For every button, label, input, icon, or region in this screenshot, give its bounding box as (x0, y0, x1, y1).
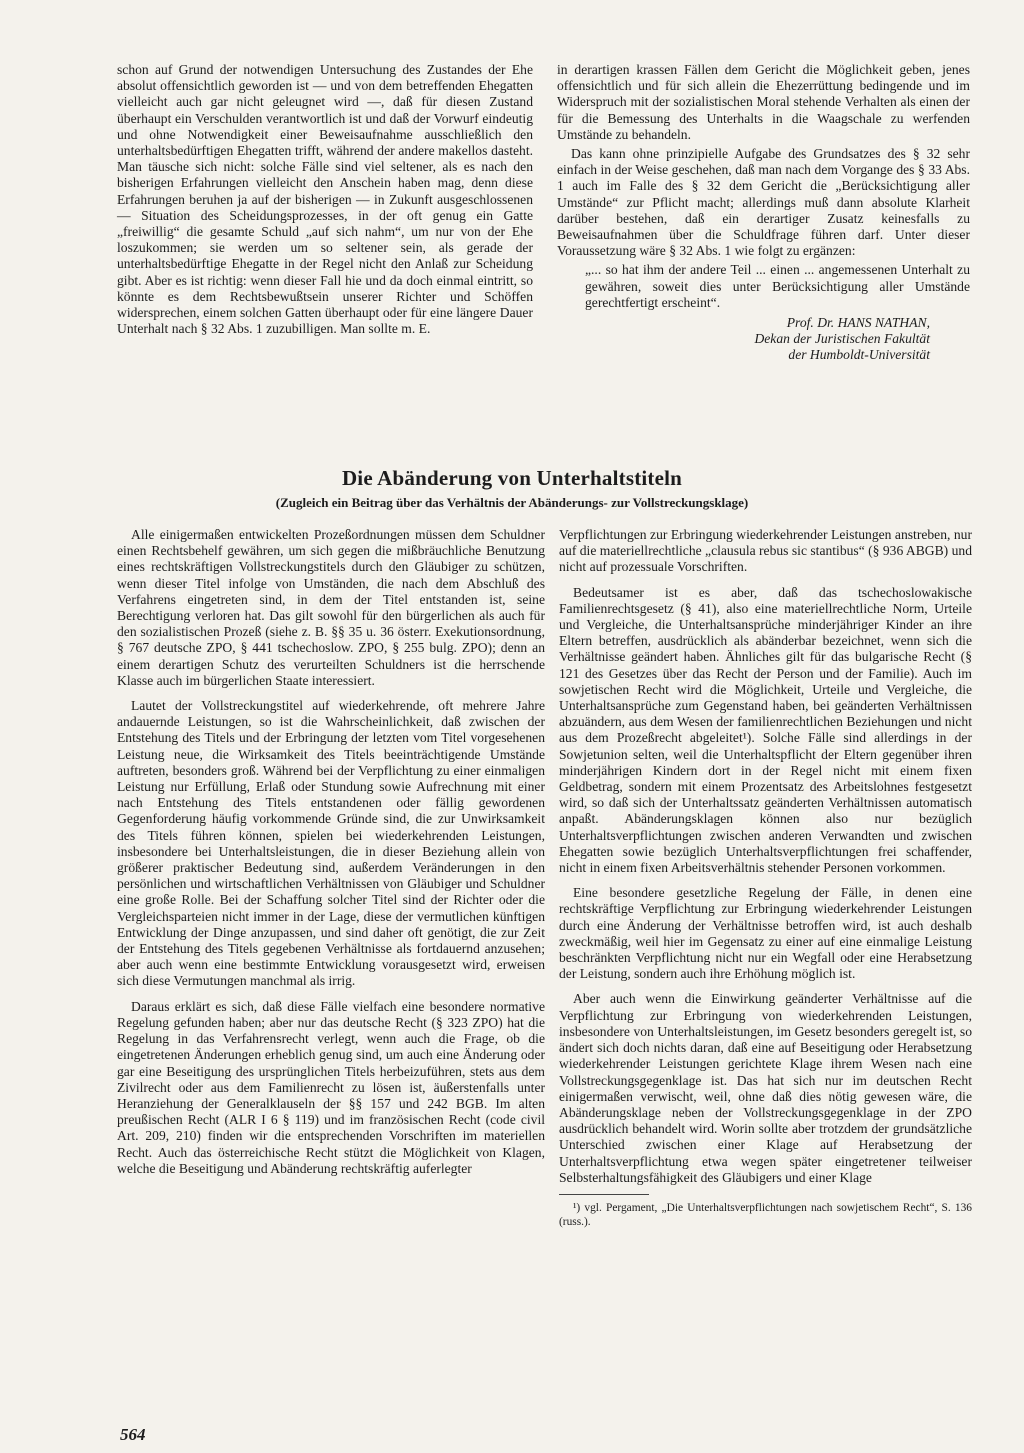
continued-paragraph: schon auf Grund der notwendigen Untersuchung des Zustandes der Ehe absolut offensichtlich geworden ist — und von dem betreffenden Ehegatten vielleicht auch gar nicht geleugnet wird —, daß für diesen Zustand überhaupt ein Verschulden verantwortlich ist und daß der Vorwurf eindeutig und ohne Notwendigkeit einer Beweisaufnahme ausschließlich den unterhaltsbedürftigen Ehegatten trifft, während der andere makellos dasteht. Man täusche sich nicht: solche Fälle sind viel seltener, als es nach den bisherigen Erfahrungen vielleicht den Anschein haben mag, denn diese Erfahrungen beruhen ja auf der bisherigen — in Zukunft ausgeschlossenen — Situation des Scheidungsprozesses, in der oft genug ein Gatte „freiwillig“ die gesamte Schuld „auf sich nahm“, um nur von der Ehe loszukommen; sie werden um so seltener sein, als gerade der unterhaltsbedürftige Ehegatte in der Regel nicht den Anlaß zur Scheidung gibt. Aber es ist richtig: wenn dieser Fall hie und da doch einmal eintritt, so könnte es dem Rechtsbewußtsein unserer Richter und Schöffen widersprechen, einem solchen Gatten überhaupt oder für eine längere Dauer Unterhalt nach § 32 Abs. 1 zuzubilligen. Man sollte m. E. (117, 62, 533, 337)
article-paragraph: Alle einigermaßen entwickelten Prozeßordnungen müssen dem Schuldner einen Rechtsbehelf gewähren, um sich gegen die mißbräuchliche Benutzung eines rechtskräftigen Vollstreckungstitels durch den Gläubiger zu schützen, wenn dieser Titel infolge von Umständen, die nach dem Abschluß des Verfahrens eingetreten sind, in dem der Titel entstanden ist, seine Berechtigung verloren hat. Das gilt sowohl für den bürgerlichen als auch für den sozialistischen Prozeß (siehe z. B. §§ 35 u. 36 österr. Exekutionsordnung, § 767 deutsche ZPO, § 441 tschechoslow. ZPO, § 255 bulg. ZPO); denn an einem derartigen Schutz des verurteilten Schuldners ist die herrschende Klasse auch im bürgerlichen Staate interessiert. (117, 527, 545, 688)
article-subtitle: (Zugleich ein Beitrag über das Verhältnis der Abänderungs- zur Vollstreckungsklage) (275, 495, 749, 510)
article-paragraph: Verpflichtungen zur Erbringung wiederkehrender Leistungen anstreben, nur auf die materiellrechtliche „clausula rebus sic stantibus“ (§ 936 ABGB) und nicht auf prozessuale Vorschriften. (559, 527, 972, 575)
law-amendment-quote: „... so hat ihm der andere Teil ... einen ... angemessenen Unterhalt zu gewähren, soweit dies unter Berücksichtigung aller Umstände gerechtfertigt erscheint“. (585, 262, 970, 310)
author-role: Dekan der Juristischen Fakultät (754, 331, 930, 347)
proposal-paragraph: Das kann ohne prinzipielle Aufgabe des Grundsatzes des § 32 sehr einfach in der Weise geschehen, daß man nach dem Vorgange des § 33 Abs. 1 auch im Falle des § 32 dem Gericht die „Berücksichtigung aller Umstände“ zur Pflicht macht; allerdings muß dann absolute Klarheit darüber bestehen, daß ein derartiger Zusatz keinesfalls zu Beweisaufnahmen über die Schuldfrage führen darf. Unter dieser Voraussetzung wäre § 32 Abs. 1 wie folgt zu ergänzen: (557, 146, 970, 259)
author-institution: der Humboldt-Universität (788, 347, 930, 363)
article-paragraph: Lautet der Vollstreckungstitel auf wiederkehrende, oft mehrere Jahre andauernde Leistungen, so ist die Wahrscheinlichkeit, daß zwischen der Entstehung des Titels und der Erbringung der letzten vom Titel vorgesehenen Leistung neue, die Wirksamkeit des Titels beeinträchtigende Umstände auftreten, besonders groß. Während bei der Verpflichtung zu einer einmaligen Leistung nur Erfüllung, Erlaß oder Stundung sowie Aufrechnung mit einer nach Entstehung des Titels entstandenen oder fällig gewordenen Gegenforderung häufig vorkommende Gründe sind, die zur Unwirksamkeit des Titels führen können, spielen bei wiederkehrenden Leistungen, insbesondere bei Unterhaltsleistungen, die in dieser Beziehung allein von größerer praktischer Bedeutung sind, außerdem Veränderungen in den persönlichen und wirtschaftlichen Verhältnissen von Gläubiger und Schuldner eine große Rolle. Bei der Schaffung solcher Titel sind der Richter oder die Vergleichsparteien nicht immer in der Lage, diese der vermutlichen künftigen Entwicklung der Dinge anzupassen, und sind daher oft genötigt, die zur Zeit der Entstehung des Titels gegebenen Verhältnisse als fortdauernd anzusehen; aber auch wenn eine bestimmte Entwicklung vorausgesetzt wird, erweisen sich diese Vermutungen manchmal als irrig. (117, 698, 545, 989)
top-right-column (557, 62, 970, 363)
article-paragraph: Daraus erklärt es sich, daß diese Fälle vielfach eine besondere normative Regelung gefunden haben; aber nur das deutsche Recht (§ 323 ZPO) hat die Regelung in das Verfahrensrecht verlegt, wenn auch die Frage, ob die eingetretenen Änderungen erheblich genug sind, um auch eine Änderung oder gar eine Beseitigung des ursprünglichen Titels herbeizuführen, stets aus dem Zivilrecht oder aus dem Familienrecht zu lösen ist, äußerstenfalls unter Heranziehung der Generalklauseln der §§ 157 und 242 BGB. Im alten preußischen Recht (ALR I 6 § 119) und im französischen Recht (code civil Art. 209, 210) finden wir die entsprechenden Vorschriften im materiellen Recht. Auch das österreichische Recht stützt die Möglichkeit von Klagen, welche die Beseitigung und Abänderung rechtskräftig auferlegter (117, 998, 545, 1176)
author-name: Prof. Dr. HANS NATHAN, (786, 315, 930, 331)
article-paragraph: Aber auch wenn die Einwirkung geänderter Verhältnisse auf die Verpflichtung zur Erbringung von wiederkehrenden Leistungen, insbesondere von Unterhaltsleistungen, im Gesetz besonders geregelt ist, so ändert sich doch nichts daran, daß eine auf Beseitigung oder Herabsetzung wiederkehrender Leistungen gerichtete Klage ihrem Wesen nach eine Vollstreckungsgegenklage ist. Das hat sich nur im deutschen Recht einigermaßen verwischt, weil, ohne daß dies nötig gewesen wäre, die Abänderungsklage neben der Vollstreckungsgegenklage in der ZPO ausdrücklich behandelt wird. Worin sollte aber trotzdem der grundsätzliche Unterschied zwischen einer Klage auf Herabsetzung der Unterhaltsverpflichtung etwa wegen später eingetretener teilweiser Selbsterhaltungsfähigkeit des Gläubigers und einer Klage (559, 991, 972, 1185)
article-paragraph: Eine besondere gesetzliche Regelung der Fälle, in denen eine rechtskräftige Verpflichtung zur Erbringung wiederkehrender Leistungen durch eine Änderung der Verhältnisse betroffen wird, ist auch deshalb zweckmäßig, weil hier im Gegensatz zu einer auf eine einmalige Leistung beschränkten Verpflichtung nicht nur ein Wegfall oder eine Herabsetzung der Leistung, sondern auch ihre Erhöhung möglich ist. (559, 885, 972, 982)
continued-paragraph-right: in derartigen krassen Fällen dem Gericht die Möglichkeit geben, jenes offensichtlich und für sich allein die Ehezerrüttung bedingende und im Widerspruch mit der sozialistischen Moral stehende Verhalten als einen der für die Bemessung des Unterhalts in die Waagschale zu werfenden Umstände zu behandeln. (557, 62, 970, 142)
top-left-column (117, 62, 533, 337)
article-title: Die Abänderung von Unterhaltstiteln (341, 466, 683, 490)
article-left-column (117, 527, 545, 1177)
article-paragraph: Bedeutsamer ist es aber, daß das tschechoslowakische Familienrechtsgesetz (§ 41), also eine materiellrechtliche Norm, Urteile und Vergleiche, die Unterhaltsansprüche minderjähriger Kinder an ihre Eltern betreffen, ausdrücklich als abänderbar bezeichnet, wenn sich die Verhältnisse geändert haben. Ähnliches gilt für das bulgarische Recht (§ 121 des Gesetzes über das Recht der Person und der Familie). Auch im sowjetischen Recht wird die Möglichkeit, Urteile und Vergleiche, die Unterhaltsansprüche zum Gegenstand haben, bei geänderten Verhältnissen abzuändern, aus dem Wesen der familienrechtlichen Beziehungen und nicht aus dem Prozeßrecht abgeleitet¹). Solche Fälle sind allerdings in der Sowjetunion selten, weil die Unterhaltspflicht der Eltern gegenüber ihren minderjährigen Kindern dort in der Regel nicht mit einem fixen Geldbetrag, sondern mit einem Prozentsatz des Arbeitslohnes festgesetzt wird, so daß sich der Unterhaltssatz geänderten Verhältnissen automatisch anpaßt. Abänderungsklagen können also nur bezüglich Unterhaltsverpflichtungen zwischen anderen Verwandten und zwischen Ehegatten sowie bezüglich Unterhaltsverpflichtungen frei schaffender, nicht in einem fixen Arbeitsverhältnis stehender Personen vorkommen. (559, 584, 972, 876)
footnote: ¹) vgl. Pergament, „Die Unterhaltsverpflichtungen nach sowjetischem Recht“, S. 136 (russ.). (559, 1201, 972, 1228)
author-signature (557, 315, 970, 363)
page-number: 564 (120, 1425, 146, 1444)
article-right-column (559, 527, 972, 1229)
footnote-divider (559, 1194, 649, 1195)
